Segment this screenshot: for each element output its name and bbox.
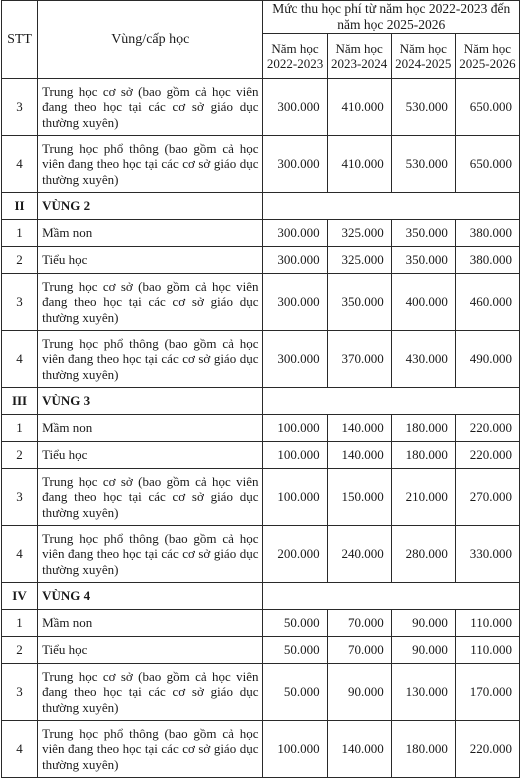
- section-empty-cell: [263, 193, 520, 220]
- header-year-2024: Năm học 2024-2025: [391, 34, 455, 79]
- fee-value: 380.000: [455, 220, 519, 247]
- section-number: III: [2, 388, 38, 415]
- table-row: [2, 136, 520, 193]
- row-number: 3: [2, 664, 38, 721]
- fee-value: 530.000: [391, 79, 455, 136]
- fee-value: 110.000: [455, 637, 519, 664]
- fee-value: 90.000: [391, 610, 455, 637]
- fee-value: 50.000: [263, 610, 327, 637]
- fee-value: 490.000: [455, 331, 519, 388]
- fee-value: 140.000: [327, 721, 391, 778]
- header-region: Vùng/cấp học: [38, 1, 263, 79]
- table-header: [2, 1, 520, 79]
- education-level: Trung học phổ thông (bao gồm cả học viên đang theo học tại các cơ sở giáo dục thường xuyên): [38, 721, 263, 778]
- fee-value: 130.000: [391, 664, 455, 721]
- fee-value: 400.000: [391, 274, 455, 331]
- fee-value: 430.000: [391, 331, 455, 388]
- fee-value: 650.000: [455, 136, 519, 193]
- section-title: VÙNG 3: [38, 388, 263, 415]
- table-row: [2, 526, 520, 583]
- fee-value: 150.000: [327, 469, 391, 526]
- table-row: [2, 331, 520, 388]
- table-row: [2, 220, 520, 247]
- fee-value: 380.000: [455, 247, 519, 274]
- header-fee-group: Mức thu học phí từ năm học 2022-2023 đến năm học 2025-2026: [263, 1, 520, 34]
- fee-value: 350.000: [391, 220, 455, 247]
- fee-value: 200.000: [263, 526, 327, 583]
- fee-value: 100.000: [263, 721, 327, 778]
- section-row: [2, 193, 520, 220]
- section-row: [2, 388, 520, 415]
- row-number: 2: [2, 637, 38, 664]
- section-number: II: [2, 193, 38, 220]
- education-level: Mầm non: [38, 415, 263, 442]
- fee-value: 100.000: [263, 469, 327, 526]
- row-number: 4: [2, 721, 38, 778]
- fee-value: 370.000: [327, 331, 391, 388]
- row-number: 4: [2, 136, 38, 193]
- fee-value: 70.000: [327, 637, 391, 664]
- education-level: Tiểu học: [38, 247, 263, 274]
- fee-value: 50.000: [263, 664, 327, 721]
- education-level: Trung học phổ thông (bao gồm cả học viên đang theo học tại các cơ sở giáo dục thường xuyên): [38, 526, 263, 583]
- section-empty-cell: [263, 583, 520, 610]
- fee-value: 180.000: [391, 721, 455, 778]
- fee-value: 180.000: [391, 442, 455, 469]
- table-row: [2, 442, 520, 469]
- table-row: [2, 247, 520, 274]
- fee-value: 300.000: [263, 331, 327, 388]
- fee-value: 90.000: [327, 664, 391, 721]
- row-number: 4: [2, 526, 38, 583]
- fee-value: 180.000: [391, 415, 455, 442]
- fee-value: 300.000: [263, 136, 327, 193]
- fee-value: 350.000: [391, 247, 455, 274]
- table-row: [2, 415, 520, 442]
- education-level: Tiểu học: [38, 442, 263, 469]
- fee-value: 220.000: [455, 442, 519, 469]
- fee-value: 90.000: [391, 637, 455, 664]
- fee-value: 100.000: [263, 442, 327, 469]
- row-number: 4: [2, 331, 38, 388]
- fee-value: 280.000: [391, 526, 455, 583]
- fee-value: 240.000: [327, 526, 391, 583]
- fee-value: 110.000: [455, 610, 519, 637]
- education-level: Trung học cơ sở (bao gồm cả học viên đang theo học tại các cơ sở giáo dục thường xuyên): [38, 79, 263, 136]
- fee-value: 410.000: [327, 79, 391, 136]
- fee-value: 140.000: [327, 442, 391, 469]
- fee-value: 325.000: [327, 220, 391, 247]
- fee-value: 300.000: [263, 220, 327, 247]
- table-row: [2, 610, 520, 637]
- fee-value: 460.000: [455, 274, 519, 331]
- table-row: [2, 469, 520, 526]
- header-year-2025: Năm học 2025-2026: [455, 34, 519, 79]
- section-row: [2, 583, 520, 610]
- fee-value: 410.000: [327, 136, 391, 193]
- row-number: 3: [2, 274, 38, 331]
- tuition-fee-table: [1, 0, 520, 778]
- education-level: Trung học phổ thông (bao gồm cả học viên đang theo học tại các cơ sở giáo dục thường xuyên): [38, 136, 263, 193]
- education-level: Mầm non: [38, 610, 263, 637]
- section-title: VÙNG 2: [38, 193, 263, 220]
- education-level: Tiểu học: [38, 637, 263, 664]
- education-level: Mầm non: [38, 220, 263, 247]
- education-level: Trung học phổ thông (bao gồm cả học viên đang theo học tại các cơ sở giáo dục thường xuyên): [38, 331, 263, 388]
- fee-value: 220.000: [455, 721, 519, 778]
- fee-value: 300.000: [263, 247, 327, 274]
- table-row: [2, 79, 520, 136]
- table-row: [2, 637, 520, 664]
- table-row: [2, 274, 520, 331]
- fee-value: 350.000: [327, 274, 391, 331]
- row-number: 1: [2, 610, 38, 637]
- fee-value: 50.000: [263, 637, 327, 664]
- fee-value: 325.000: [327, 247, 391, 274]
- row-number: 1: [2, 220, 38, 247]
- fee-value: 300.000: [263, 274, 327, 331]
- fee-value: 270.000: [455, 469, 519, 526]
- row-number: 2: [2, 247, 38, 274]
- row-number: 2: [2, 442, 38, 469]
- education-level: Trung học cơ sở (bao gồm cả học viên đang theo học tại các cơ sở giáo dục thường xuyên): [38, 664, 263, 721]
- table-body: [2, 79, 520, 778]
- section-title: VÙNG 4: [38, 583, 263, 610]
- row-number: 1: [2, 415, 38, 442]
- fee-value: 210.000: [391, 469, 455, 526]
- fee-value: 70.000: [327, 610, 391, 637]
- section-number: IV: [2, 583, 38, 610]
- education-level: Trung học cơ sở (bao gồm cả học viên đang theo học tại các cơ sở giáo dục thường xuyên): [38, 469, 263, 526]
- fee-value: 140.000: [327, 415, 391, 442]
- table-row: [2, 664, 520, 721]
- table-row: [2, 721, 520, 778]
- fee-value: 220.000: [455, 415, 519, 442]
- fee-value: 300.000: [263, 79, 327, 136]
- education-level: Trung học cơ sở (bao gồm cả học viên đang theo học tại các cơ sở giáo dục thường xuyên): [38, 274, 263, 331]
- header-stt: STT: [2, 1, 38, 79]
- fee-value: 650.000: [455, 79, 519, 136]
- header-year-2022: Năm học 2022-2023: [263, 34, 327, 79]
- fee-value: 330.000: [455, 526, 519, 583]
- row-number: 3: [2, 79, 38, 136]
- fee-value: 170.000: [455, 664, 519, 721]
- header-year-2023: Năm học 2023-2024: [327, 34, 391, 79]
- row-number: 3: [2, 469, 38, 526]
- section-empty-cell: [263, 388, 520, 415]
- fee-value: 530.000: [391, 136, 455, 193]
- fee-value: 100.000: [263, 415, 327, 442]
